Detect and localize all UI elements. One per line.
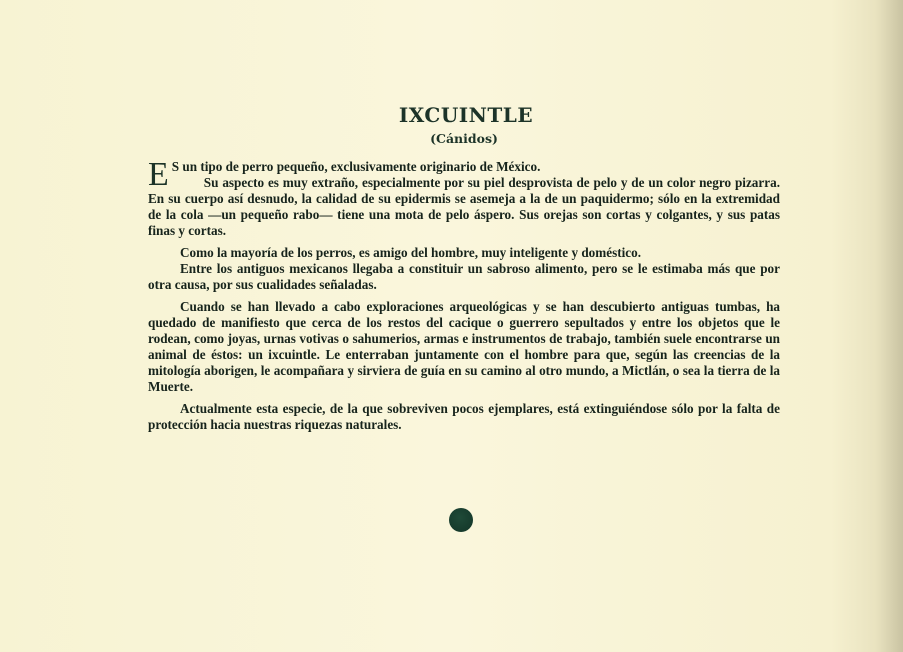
paragraph: Actualmente esta especie, de la que sobreviven pocos ejemplares, está extinguiéndose sólo por la falta de protección hacia nuestras riquezas naturales. [148, 401, 780, 432]
paragraph: Como la mayoría de los perros, es amigo del hombre, muy inteligente y doméstico. [180, 245, 642, 260]
paragraph: Cuando se han llevado a cabo exploraciones arqueológicas y se han descubierto antiguas tumbas, ha quedado de manifiesto que cerca de los restos del cacique o guerrero sepultados y entre los objetos que le rodean, como joyas, urnas votivas o sahumerios, armas e instrumentos de trabajo, también suele encontrarse un animal de éstos: un ixcuintle. Le enterraban juntamente con el hombre para que, según las creencias de la mitología aborigen, le acompañara y sirviera de guía en su camino al otro mundo, a Mictlán, o sea la tierra de la Muerte. [148, 299, 780, 394]
opening-line: S un tipo de perro pequeño, exclusivamente originario de México. [171, 159, 541, 174]
paragraph: Su aspecto es muy extraño, especialmente por su piel desprovista de pelo y de un color negro pizarra. En su cuerpo así desnudo, la calidad de su epidermis se asemeja a la de un paquidermo; sólo en la extremidad de la cola —un pequeño rabo— tiene una mota de pelo áspero. Sus orejas son cortas y colgantes, y sus patas finas y cortas. [148, 175, 780, 238]
opening-paragraph [148, 156, 780, 193]
article-title: IXCUINTLE [398, 103, 534, 127]
drop-cap: E [148, 156, 169, 193]
article-body [148, 156, 780, 433]
filled-circle-ornament-icon [449, 508, 473, 532]
article-subtitle: (Cánidos) [430, 131, 498, 146]
paragraph: Entre los antiguos mexicanos llegaba a constituir un sabroso alimento, pero se le estimaba más que por otra causa, por sus cualidades señaladas. [148, 261, 780, 292]
article [148, 103, 780, 433]
